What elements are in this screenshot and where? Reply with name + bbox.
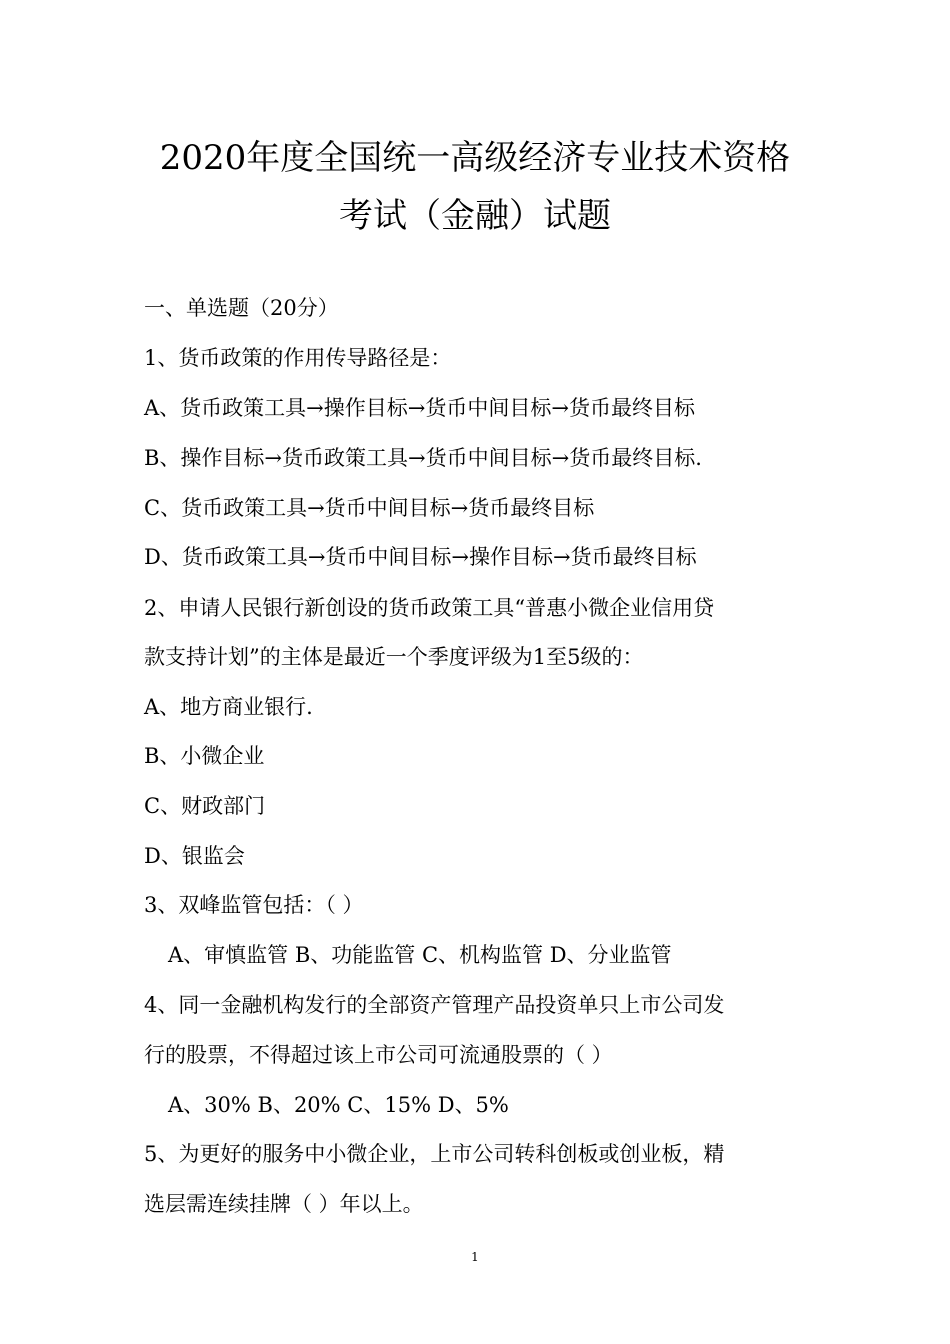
question-4-options: A、30% B、20% C、15% D、5% bbox=[168, 1093, 509, 1117]
question-2-option-a: A、地方商业银行. bbox=[144, 695, 313, 719]
question-5-line-1: 5、为更好的服务中小微企业，上市公司转科创板或创业板，精 bbox=[144, 1142, 725, 1166]
question-1-option-c: C、货币政策工具→货币中间目标→货币最终目标 bbox=[144, 496, 595, 520]
section-heading: 一、单选题（20分） bbox=[144, 296, 339, 320]
question-3: 3、双峰监管包括：（ ） bbox=[144, 893, 364, 917]
question-2-option-c: C、财政部门 bbox=[144, 794, 266, 818]
question-5-line-2: 选层需连续挂牌（ ）年以上。 bbox=[144, 1192, 424, 1216]
question-1: 1、货币政策的作用传导路径是： bbox=[144, 346, 452, 370]
page-number: 1 bbox=[471, 1250, 479, 1264]
document-title-line-2: 考试（金融）试题 bbox=[339, 196, 611, 236]
question-4-line-1: 4、同一金融机构发行的全部资产管理产品投资单只上市公司发 bbox=[144, 993, 725, 1017]
question-2-line-2: 款支持计划”的主体是最近一个季度评级为1至5级的： bbox=[144, 645, 644, 669]
question-2-line-1: 2、申请人民银行新创设的货币政策工具“普惠小微企业信用贷 bbox=[144, 596, 715, 620]
question-1-option-a: A、货币政策工具→操作目标→货币中间目标→货币最终目标 bbox=[144, 396, 695, 420]
document-title-line-1: 2020年度全国统一高级经济专业技术资格 bbox=[159, 138, 791, 178]
question-1-option-b: B、操作目标→货币政策工具→货币中间目标→货币最终目标. bbox=[144, 446, 702, 470]
question-2-option-b: B、小微企业 bbox=[144, 744, 265, 768]
question-3-options: A、审慎监管 B、功能监管 C、机构监管 D、分业监管 bbox=[168, 943, 672, 967]
question-2-option-d: D、银监会 bbox=[144, 844, 245, 868]
question-4-line-2: 行的股票，不得超过该上市公司可流通股票的（ ） bbox=[144, 1043, 613, 1067]
question-1-option-d: D、货币政策工具→货币中间目标→操作目标→货币最终目标 bbox=[144, 545, 697, 569]
